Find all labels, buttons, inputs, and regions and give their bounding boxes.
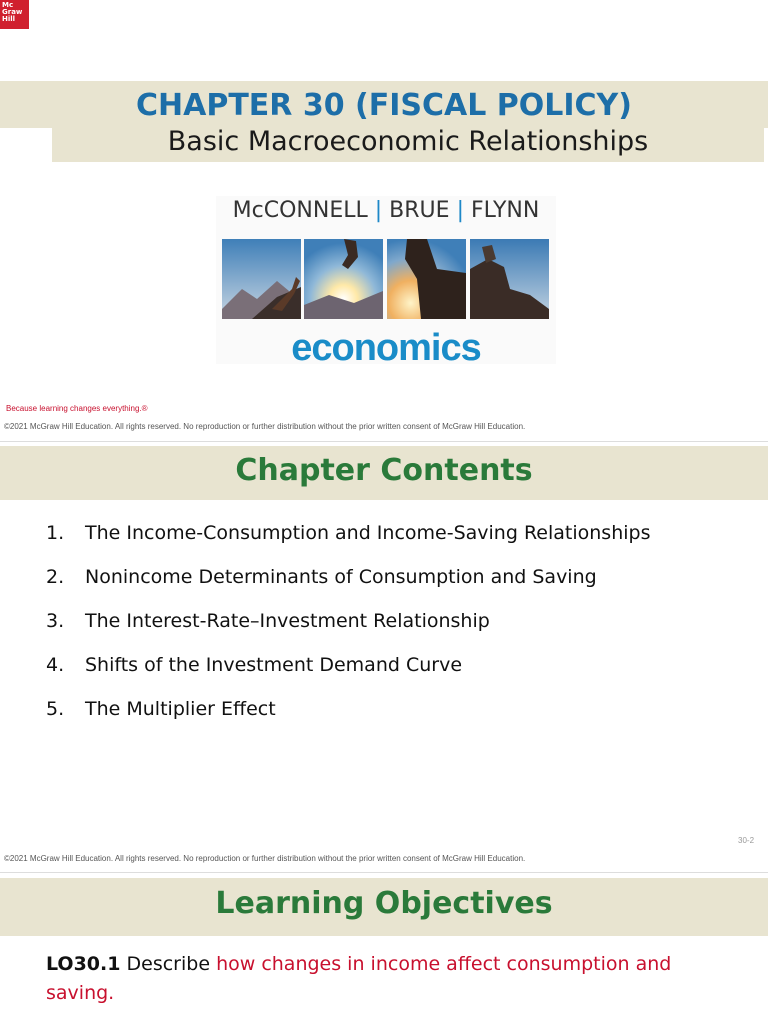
contents-title: Chapter Contents bbox=[235, 453, 533, 488]
item-text: Nonincome Determinants of Consumption and Saving bbox=[85, 566, 597, 588]
copyright-notice: ©2021 McGraw Hill Education. All rights reserved. No reproduction or further distribution without the prior written consent of McGraw Hill Education. bbox=[4, 422, 526, 431]
objectives-title: Learning Objectives bbox=[215, 886, 553, 921]
author-flynn: FLYNN bbox=[470, 198, 540, 223]
copyright-notice: ©2021 McGraw Hill Education. All rights reserved. No reproduction or further distribution without the prior written consent of McGraw Hill Education. bbox=[4, 854, 526, 863]
item-text: The Income-Consumption and Income-Saving Relationships bbox=[85, 522, 651, 544]
objective-code: LO30.1 bbox=[46, 953, 121, 975]
contents-item bbox=[46, 518, 756, 562]
chapter-subtitle: Basic Macroeconomic Relationships bbox=[167, 126, 649, 157]
item-number: 2. bbox=[46, 566, 65, 588]
logo-line-3: Hill bbox=[2, 15, 16, 23]
author-brue: BRUE bbox=[389, 198, 450, 223]
author-separator: | bbox=[374, 198, 383, 223]
item-number: 3. bbox=[46, 610, 65, 632]
cover-photo-panel-2 bbox=[304, 239, 383, 319]
cover-photo-panel-4 bbox=[470, 239, 549, 319]
mcgraw-hill-logo bbox=[0, 0, 29, 29]
item-number: 1. bbox=[46, 522, 65, 544]
learning-objective bbox=[46, 950, 726, 1008]
book-authors bbox=[216, 198, 556, 223]
item-number: 5. bbox=[46, 698, 65, 720]
item-text: The Interest-Rate–Investment Relationship bbox=[85, 610, 490, 632]
author-mcconnell: McCONNELL bbox=[232, 198, 368, 223]
logo-line-2: Graw bbox=[2, 8, 23, 16]
author-separator: | bbox=[456, 198, 464, 223]
contents-item bbox=[46, 562, 756, 606]
contents-item bbox=[46, 650, 756, 694]
cover-photo-panel-1 bbox=[222, 239, 301, 319]
objective-verb: Describe bbox=[126, 953, 211, 975]
page-number: 30-2 bbox=[738, 836, 755, 845]
contents-item bbox=[46, 694, 756, 738]
item-text: The Multiplier Effect bbox=[85, 698, 276, 720]
book-title: economics bbox=[291, 327, 481, 369]
item-text: Shifts of the Investment Demand Curve bbox=[85, 654, 463, 676]
item-number: 4. bbox=[46, 654, 65, 676]
chapter-title: CHAPTER 30 (FISCAL POLICY) bbox=[135, 88, 632, 123]
cover-photo-panel-3 bbox=[387, 239, 466, 319]
logo-line-1: Mc bbox=[2, 1, 14, 9]
slide-divider bbox=[0, 872, 768, 873]
objective-text: how changes in income affect consumption and saving. bbox=[46, 953, 672, 1004]
contents-list bbox=[46, 518, 756, 738]
contents-item bbox=[46, 606, 756, 650]
slide-divider bbox=[0, 441, 768, 442]
brand-tagline: Because learning changes everything.® bbox=[6, 404, 148, 413]
